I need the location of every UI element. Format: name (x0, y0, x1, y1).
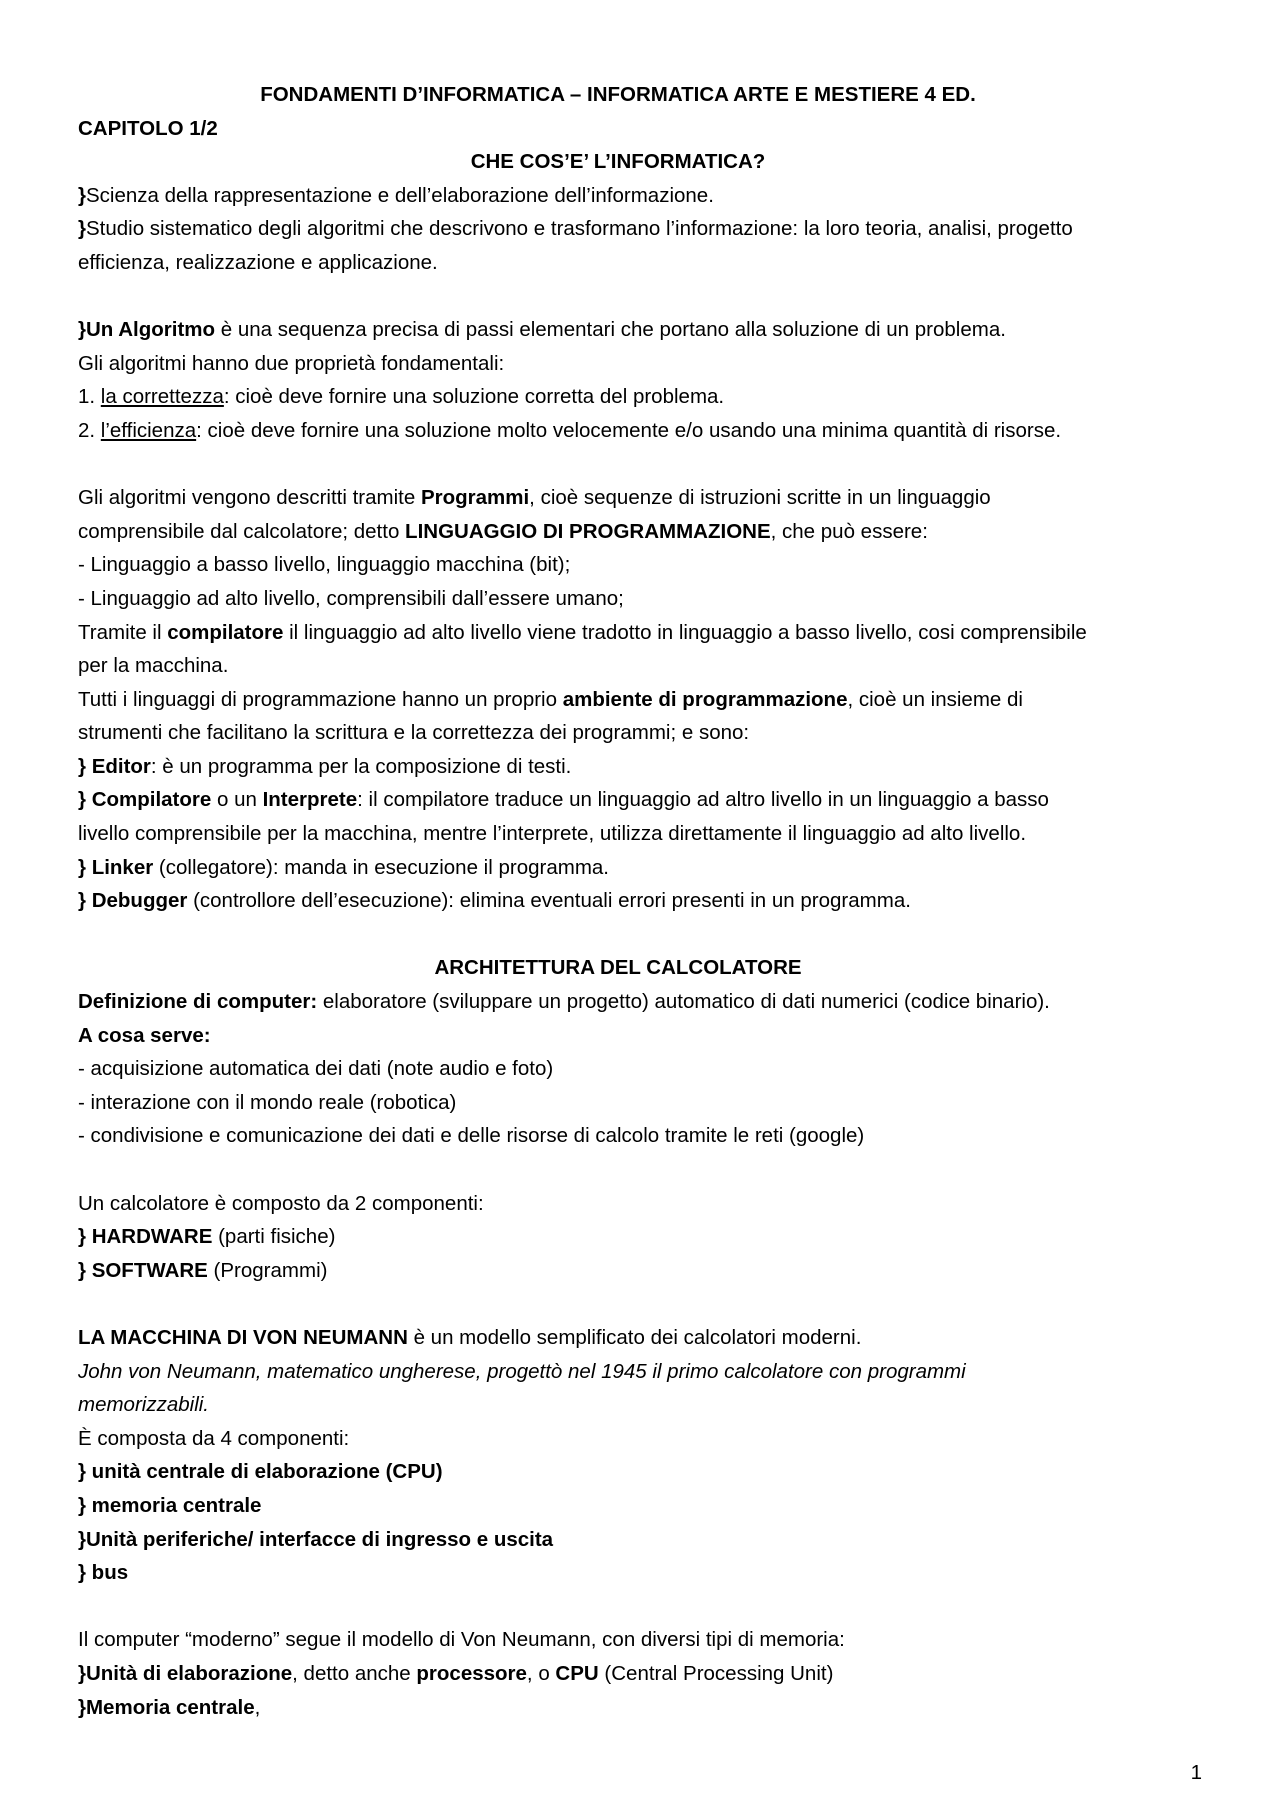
bullet-icon: } (78, 318, 86, 342)
document-page (78, 78, 1158, 1724)
bullet-icon: } (78, 183, 86, 207)
tool-item-linker: } Linker (collegatore): manda in esecuzione il programma. (78, 855, 609, 879)
algorithm-definition: }Un Algoritmo è una sequenza precisa di passi elementari che portano alla soluzione di un problema. (78, 318, 1006, 342)
modern-component-cpu: }Unità di elaborazione, detto anche processore, o CPU (Central Processing Unit) (78, 1661, 834, 1685)
paragraph-continuation: strumenti che facilitano la scrittura e la correttezza dei programmi; e sono: (78, 721, 750, 745)
tool-item-editor: } Editor: è un programma per la composizione di testi. (78, 754, 572, 778)
section-heading-informatica: CHE COS’E’ L’INFORMATICA? (470, 150, 766, 174)
components-intro: Un calcolatore è composto da 2 componenti: (78, 1191, 484, 1215)
page-number: 1 (1190, 1761, 1202, 1784)
paragraph: }Scienza della rappresentazione e dell’elaborazione dell’informazione. (78, 183, 714, 207)
von-neumann-intro: LA MACCHINA DI VON NEUMANN è un modello semplificato dei calcolatori moderni. (78, 1325, 862, 1349)
list-item: - acquisizione automatica dei dati (note audio e foto) (78, 1057, 554, 1081)
list-item: - interazione con il mondo reale (robotica) (78, 1090, 457, 1114)
paragraph: Tutti i linguaggi di programmazione hanno un proprio ambiente di programmazione, cioè un insieme di (78, 687, 1023, 711)
component-software: } SOFTWARE (Programmi) (78, 1258, 328, 1282)
von-neumann-note: John von Neumann, matematico ungherese, progettò nel 1945 il primo calcolatore con programmi (78, 1359, 966, 1383)
von-neumann-component: } memoria centrale (78, 1493, 262, 1517)
von-neumann-component: } unità centrale di elaborazione (CPU) (78, 1460, 443, 1484)
document-title: FONDAMENTI D’INFORMATICA – INFORMATICA ARTE E MESTIERE 4 ED. (260, 83, 976, 106)
tool-item-debugger: } Debugger (controllore dell’esecuzione): elimina eventuali errori presenti in un programma. (78, 889, 911, 913)
modern-computer-intro: Il computer “moderno” segue il modello di Von Neumann, con diversi tipi di memoria: (78, 1628, 845, 1652)
von-neumann-component: }Unità periferiche/ interfacce di ingresso e uscita (78, 1527, 554, 1551)
bullet-icon: } (78, 217, 86, 241)
paragraph-continuation: efficienza, realizzazione e applicazione. (78, 250, 438, 274)
chapter-label: CAPITOLO 1/2 (78, 116, 218, 140)
tool-item-compiler: } Compilatore o un Interprete: il compilatore traduce un linguaggio ad altro livello in un linguaggio a basso (78, 788, 1049, 812)
bullet-icon: } (78, 788, 92, 812)
paragraph-continuation: per la macchina. (78, 654, 229, 678)
bullet-icon: } (78, 754, 92, 778)
properties-intro: Gli algoritmi hanno due proprietà fondamentali: (78, 351, 505, 375)
section-heading-architettura: ARCHITETTURA DEL CALCOLATORE (434, 956, 802, 980)
bullet-icon: } (78, 1225, 92, 1249)
paragraph-continuation: livello comprensibile per la macchina, mentre l’interprete, utilizza direttamente il linguaggio ad alto livello. (78, 822, 1027, 846)
bullet-icon: } (78, 1661, 86, 1685)
bullet-icon: } (78, 1258, 92, 1282)
property-item: 1. la correttezza: cioè deve fornire una soluzione corretta del problema. (78, 385, 725, 409)
property-item: 2. l’efficienza: cioè deve fornire una soluzione molto velocemente e/o usando una minima quantità di risorse. (78, 418, 1062, 442)
components-count: È composta da 4 componenti: (78, 1426, 350, 1450)
modern-component-memory: }Memoria centrale, (78, 1695, 261, 1719)
bullet-icon: } (78, 1695, 86, 1719)
paragraph: }Studio sistematico degli algoritmi che descrivono e trasformano l’informazione: la loro teoria, analisi, progetto (78, 217, 1073, 241)
list-item: - Linguaggio ad alto livello, comprensibili dall’essere umano; (78, 586, 624, 610)
uses-heading: A cosa serve: (78, 1023, 211, 1047)
bullet-icon: } (78, 855, 92, 879)
paragraph: Tramite il compilatore il linguaggio ad alto livello viene tradotto in linguaggio a basso livello, cosi comprensibile (78, 620, 1087, 644)
list-item: - condivisione e comunicazione dei dati e delle risorse di calcolo tramite le reti (google) (78, 1124, 865, 1148)
von-neumann-note-continuation: memorizzabili. (78, 1393, 209, 1417)
component-hardware: } HARDWARE (parti fisiche) (78, 1225, 336, 1249)
bullet-icon: } (78, 889, 92, 913)
computer-definition: Definizione di computer: elaboratore (sviluppare un progetto) automatico di dati numerici (codice binario). (78, 990, 1050, 1014)
paragraph: comprensibile dal calcolatore; detto LINGUAGGIO DI PROGRAMMAZIONE, che può essere: (78, 519, 928, 543)
paragraph: Gli algoritmi vengono descritti tramite Programmi, cioè sequenze di istruzioni scritte in un linguaggio (78, 486, 991, 510)
list-item: - Linguaggio a basso livello, linguaggio macchina (bit); (78, 553, 571, 577)
von-neumann-component: } bus (78, 1561, 129, 1585)
